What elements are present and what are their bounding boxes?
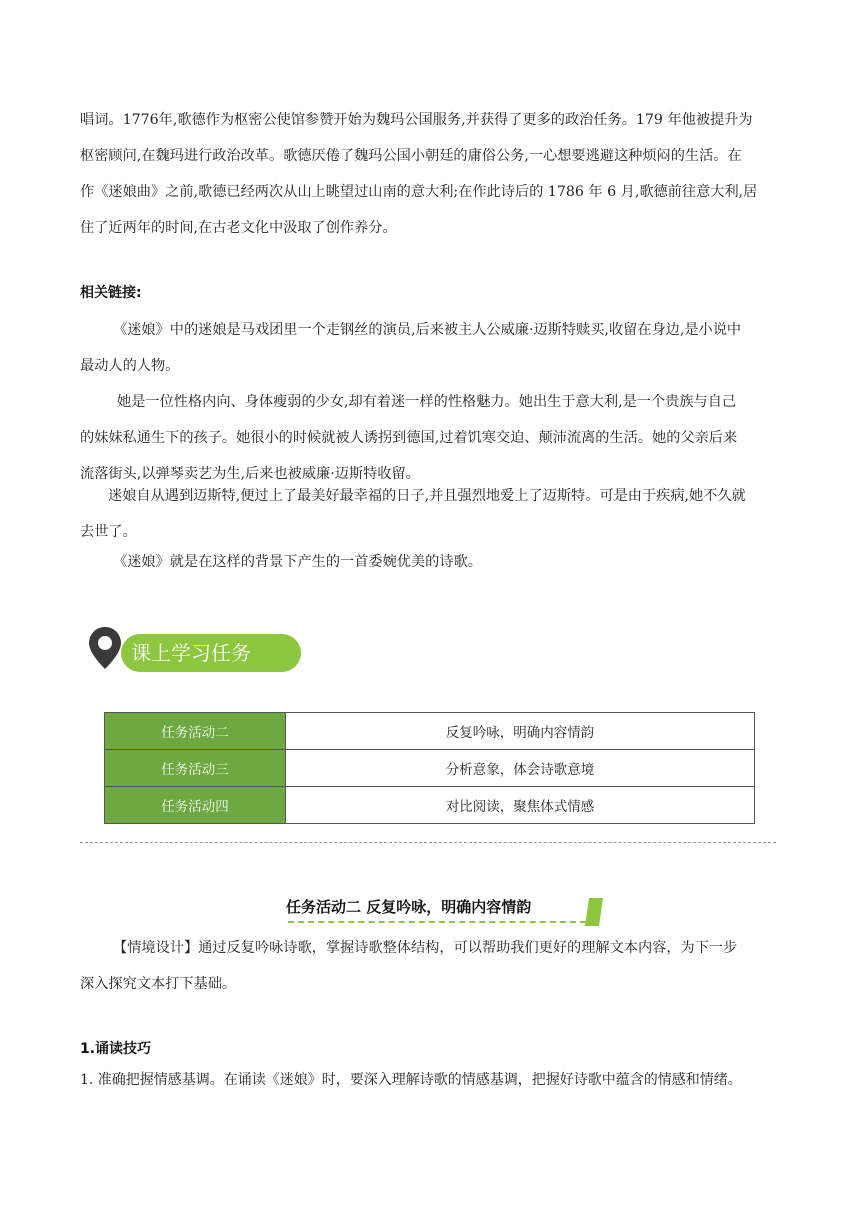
text-line: 1. 准确把握情感基调。在诵读《迷娘》时，要深入理解诗歌的情感基调，把握好诗歌中蕴含的情感和情绪。 <box>80 1072 742 1088</box>
scenario-paragraph <box>80 930 782 1002</box>
section-tag <box>88 626 303 676</box>
task-name-cell: 任务活动四 <box>105 787 286 824</box>
recitation-skills-heading: 1.诵读技巧 <box>80 1041 152 1057</box>
intro-paragraph <box>80 102 782 246</box>
text-line: 的妹妹私通生下的孩子。她很小的时候就被人诱拐到德国,过着饥寒交迫、颠沛流离的生活。她的父亲后来 <box>80 430 738 446</box>
task-name-cell: 任务活动三 <box>105 750 286 787</box>
table-row <box>105 713 755 750</box>
activity-title-underline <box>288 921 586 923</box>
location-pin-icon <box>88 626 122 670</box>
task-desc-cell: 对比阅读，聚焦体式情感 <box>286 787 755 824</box>
table-row <box>105 787 755 824</box>
related-links-heading: 相关链接: <box>80 285 142 301</box>
text-line: 作《迷娘曲》之前,歌德已经两次从山上眺望过山南的意大利;在作此诗后的 1786 年 6 月,歌德前往意大利,居 <box>80 184 758 200</box>
text-line: 【情境设计】通过反复吟咏诗歌，掌握诗歌整体结构，可以帮助我们更好的理解文本内容，为下一步 <box>113 940 738 956</box>
activity-title: 任务活动二 反复吟咏，明确内容情韵 <box>286 898 532 916</box>
text-line: 唱词。1776年,歌德作为枢密公使馆参赞开始为魏玛公国服务,并获得了更多的政治任务。179 年他被提升为 <box>80 112 753 128</box>
task-desc-cell: 反复吟咏，明确内容情韵 <box>286 713 755 750</box>
green-flag-icon <box>584 897 604 927</box>
text-line: 她是一位性格内向、身体瘦弱的少女,却有着迷一样的性格魅力。她出生于意大利,是一个贵族与自己 <box>117 394 737 410</box>
dashed-divider <box>80 842 776 843</box>
skill-item-1 <box>80 1062 782 1098</box>
text-line: 最动人的人物。 <box>80 358 180 374</box>
table-row <box>105 750 755 787</box>
section-tag-label: 课上学习任务 <box>121 634 301 672</box>
task-name-cell: 任务活动二 <box>105 713 286 750</box>
text-line: 《迷娘》就是在这样的背景下产生的一首委婉优美的诗歌。 <box>113 554 482 570</box>
related-paragraph-2 <box>80 384 782 492</box>
related-paragraph-1 <box>80 312 782 384</box>
text-line: 枢密顾问,在魏玛进行政治改革。歌德厌倦了魏玛公国小朝廷的庸俗公务,一心想要逃避这种烦闷的生活。在 <box>80 148 742 164</box>
task-table <box>104 712 755 824</box>
related-paragraph-4 <box>80 544 782 580</box>
text-line: 去世了。 <box>80 524 137 540</box>
text-line: 住了近两年的时间,在古老文化中汲取了创作养分。 <box>80 220 397 236</box>
text-line: 流落街头,以弹琴卖艺为生,后来也被威廉·迈斯特收留。 <box>80 466 420 482</box>
text-line: 迷娘自从遇到迈斯特,便过上了最美好最幸福的日子,并且强烈地爱上了迈斯特。可是由于疾病,她不久就 <box>108 488 746 504</box>
related-paragraph-3 <box>80 478 782 550</box>
text-line: 《迷娘》中的迷娘是马戏团里一个走钢丝的演员,后来被主人公威廉·迈斯特赎买,收留在身边,是小说中 <box>113 322 742 338</box>
task-desc-cell: 分析意象，体会诗歌意境 <box>286 750 755 787</box>
text-line: 深入探究文本打下基础。 <box>80 976 237 992</box>
